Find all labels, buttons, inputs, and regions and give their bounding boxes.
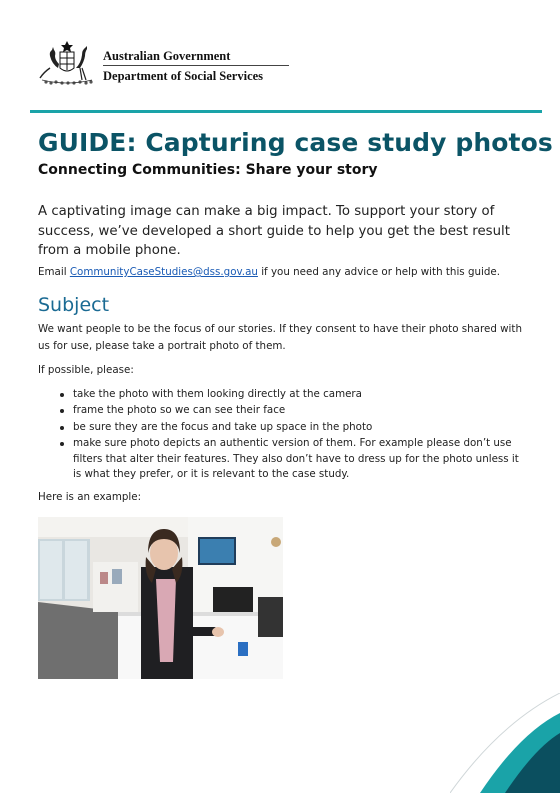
- example-label: Here is an example:: [38, 491, 142, 503]
- list-item: [38, 403, 528, 419]
- government-logo: [38, 38, 268, 88]
- section-heading: Subject: [38, 294, 110, 316]
- page-title: GUIDE: Capturing case study photos: [38, 128, 553, 157]
- bullet-icon: [60, 426, 64, 430]
- bullet-icon: [60, 409, 64, 413]
- list-item-text: take the photo with them looking directly at the camera: [73, 388, 362, 400]
- example-portrait-photo: [38, 517, 283, 679]
- page-subtitle: Connecting Communities: Share your story: [38, 162, 378, 178]
- section-paragraph: We want people to be the focus of our stories. If they consent to have their photo shared with us for use, please take a portrait photo of them.: [38, 323, 522, 352]
- org-name-line2: Department of Social Services: [103, 69, 264, 83]
- list-item-text: frame the photo so we can see their face: [73, 404, 286, 417]
- guidelines-list: [38, 387, 528, 484]
- list-item: [38, 436, 528, 483]
- intro-paragraph: A captivating image can make a big impact. To support your story of success, we’ve developed a short guide to help you get the best result from a mobile phone.: [38, 204, 510, 258]
- email-prefix: Email: [38, 266, 70, 278]
- org-name-line1: Australian Government: [103, 49, 231, 63]
- bullet-icon: [60, 393, 64, 397]
- list-item-text: be sure they are the focus and take up space in the photo: [73, 420, 373, 433]
- email-line: [38, 266, 500, 278]
- bullets-intro: If possible, please:: [38, 364, 134, 376]
- list-item: [38, 420, 528, 436]
- email-link[interactable]: CommunityCaseStudies@dss.gov.au: [69, 266, 258, 278]
- corner-decoration: [450, 693, 560, 793]
- logo-divider: [103, 65, 289, 66]
- email-suffix: if you need any advice or help with this guide.: [257, 266, 501, 278]
- coat-of-arms-icon: [38, 38, 96, 86]
- header-divider: [30, 110, 542, 113]
- list-item-text: make sure photo depicts an authentic version of them. For example please don’t use filters that alter their features. They also don’t have to dress up for the photo unless it is what they prefer, or it is relevant to the case study.: [73, 436, 519, 481]
- bullet-icon: [60, 442, 64, 446]
- list-item: [38, 387, 528, 403]
